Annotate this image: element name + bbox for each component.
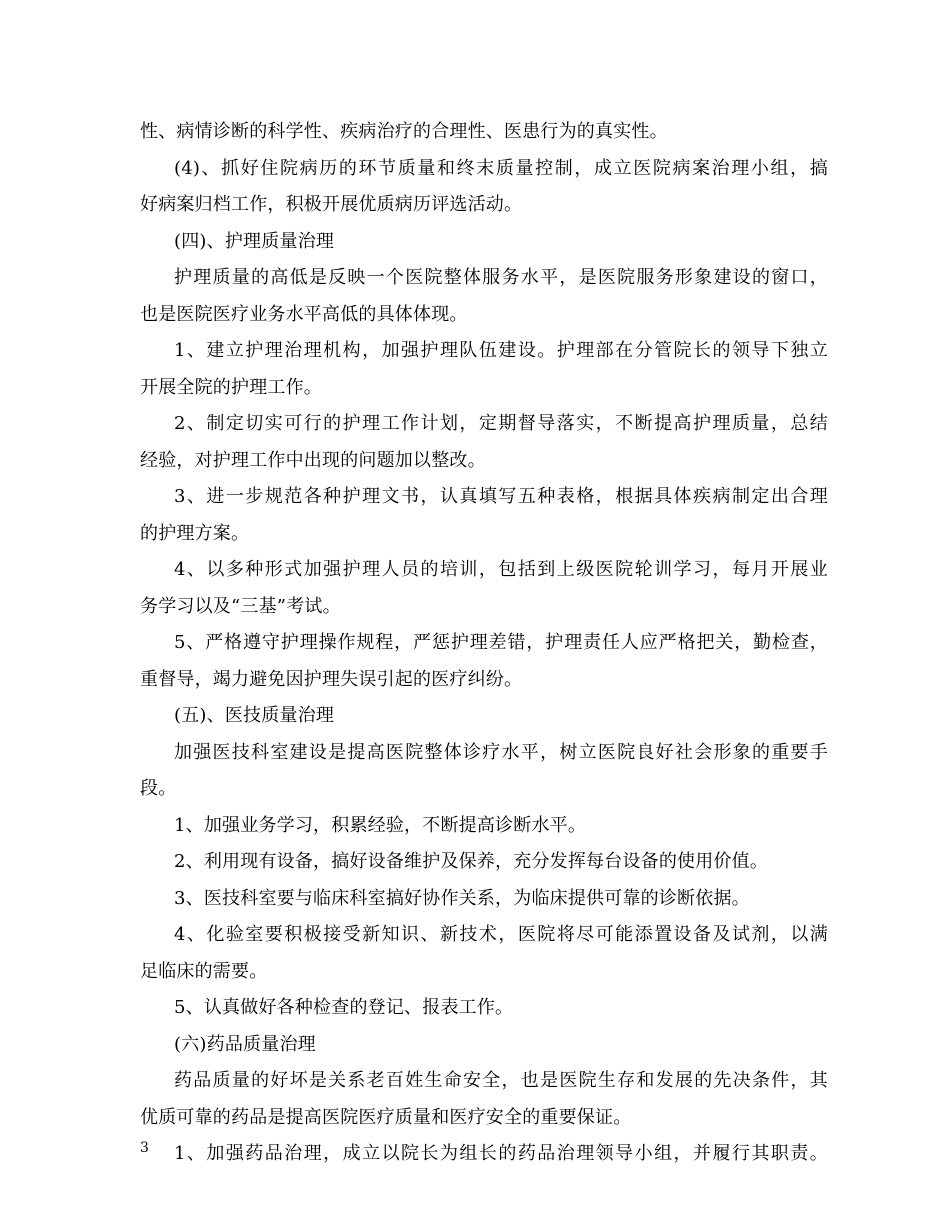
- text-line: 性、病情诊断的科学性、疾病治疗的合理性、医患行为的真实性。: [140, 121, 668, 142]
- text-line: (六)药品质量治理: [174, 1033, 316, 1055]
- text-line: 足临床的需要。: [140, 960, 268, 982]
- text-line: 4、化验室要积极接受新知识、新技术，医院将尽可能添置设备及试剂，以满: [174, 924, 828, 945]
- text-line: 2、制定切实可行的护理工作计划，定期督导落实，不断提高护理质量，总结: [174, 413, 828, 434]
- text-line: 3、医技科室要与临床科室搞好协作关系，为临床提供可靠的诊断依据。: [174, 887, 750, 909]
- text-line: 1、加强业务学习，积累经验，不断提高诊断水平。: [174, 814, 587, 836]
- text-line: 的护理方案。: [140, 522, 250, 544]
- text-line: 2、利用现有设备，搞好设备维护及保养，充分发挥每台设备的使用价值。: [174, 851, 769, 872]
- text-line: 开展全院的护理工作。: [140, 376, 322, 398]
- text-line: 5、严格遵守护理操作规程，严惩护理差错，护理责任人应严格把关，勤检查，: [174, 632, 828, 653]
- text-line: 好病案归档工作，积极开展优质病历评选活动。: [140, 194, 523, 215]
- text-line: 3、进一步规范各种护理文书，认真填写五种表格，根据具体疾病制定出合理: [174, 486, 828, 507]
- text-line: 优质可靠的药品是提高医院医疗质量和医疗安全的重要保证。: [140, 1106, 632, 1128]
- text-line: 也是医院医疗业务水平高低的具体体现。: [140, 303, 468, 325]
- text-line: 1、建立护理治理机构，加强护理队伍建设。护理部在分管院长的领导下独立: [174, 340, 828, 361]
- page-number: 3: [140, 1140, 149, 1156]
- text-line: 5、认真做好各种检查的登记、报表工作。: [174, 997, 514, 1018]
- text-line: 加强医技科室建设是提高医院整体诊疗水平，树立医院良好社会形象的重要手: [174, 741, 828, 763]
- text-line: (四)、护理质量治理: [174, 230, 335, 252]
- text-line: 4、以多种形式加强护理人员的培训，包括到上级医院轮训学习，每月开展业: [174, 559, 828, 580]
- text-line: 务学习以及“三基”考试。: [140, 595, 341, 617]
- text-line: 护理质量的高低是反映一个医院整体服务水平，是医院服务形象建设的窗口，: [174, 267, 828, 288]
- text-line: (五)、医技质量治理: [174, 705, 335, 726]
- text-line: 重督导，竭力避免因护理失误引起的医疗纠纷。: [140, 668, 523, 690]
- text-line: (4)、抓好住院病历的环节质量和终末质量控制，成立医院病案治理小组，搞: [174, 157, 828, 179]
- text-line: 经验，对护理工作中出现的问题加以整改。: [140, 449, 486, 471]
- text-line: 1、加强药品治理，成立以院长为组长的药品治理领导小组，并履行其职责。: [174, 1143, 828, 1164]
- text-line: 段。: [140, 778, 177, 799]
- text-line: 药品质量的好坏是关系老百姓生命安全，也是医院生存和发展的先决条件，其: [174, 1070, 828, 1091]
- document-body: [140, 114, 828, 1173]
